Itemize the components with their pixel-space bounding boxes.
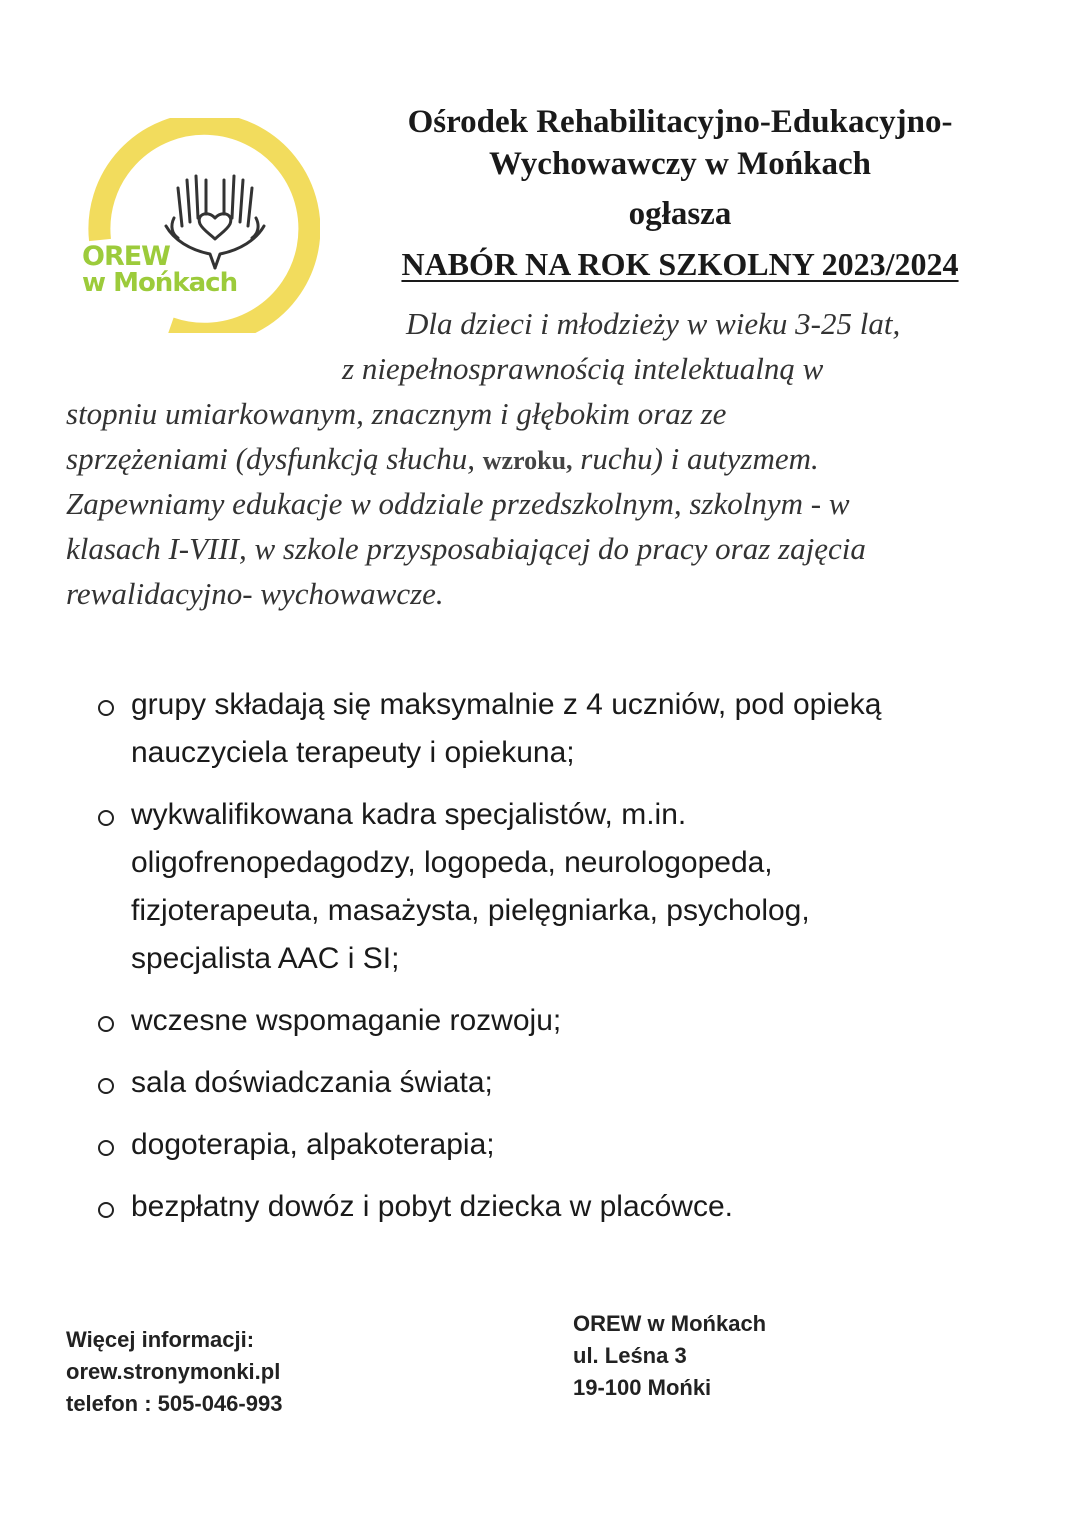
page-title-text: NABÓR NA ROK SZKOLNY 2023/2024 bbox=[401, 246, 959, 282]
bullet-marker bbox=[98, 1078, 114, 1094]
bullet-marker bbox=[98, 1016, 114, 1032]
logo-text-line1: OREW bbox=[82, 241, 170, 272]
intro-line-4-emphasis: wzroku, bbox=[482, 446, 573, 475]
logo-text-line2: w Mońkach bbox=[82, 268, 238, 298]
list-item-line: wykwalifikowana kadra specjalistów, m.in. bbox=[131, 798, 687, 831]
list-item-line: specjalista AAC i SI; bbox=[131, 942, 400, 975]
intro-line-7: rewalidacyjno- wychowawcze. bbox=[66, 576, 444, 611]
intro-line-5: Zapewniamy edukacje w oddziale przedszkolnym, szkolnym - w bbox=[66, 486, 850, 521]
intro-line-4 bbox=[66, 443, 1026, 474]
website-link[interactable]: orew.stronymonki.pl bbox=[66, 1359, 281, 1384]
announces-label: ogłasza bbox=[628, 196, 732, 232]
intro-line-2: z niepełnosprawnością intelektualną w bbox=[342, 351, 824, 386]
phone-number: telefon : 505-046-993 bbox=[66, 1391, 283, 1416]
contact-label: Więcej informacji: bbox=[66, 1327, 255, 1352]
list-item-line: sala doświadczania świata; bbox=[131, 1066, 493, 1099]
bullet-marker bbox=[98, 1140, 114, 1156]
hands-heart-icon bbox=[166, 176, 264, 268]
intro-line-4-a: sprzężeniami (dysfunkcją słuchu, bbox=[66, 441, 483, 476]
address-name: OREW w Mońkach bbox=[573, 1311, 767, 1336]
intro-line-1: Dla dzieci i młodzieży w wieku 3-25 lat, bbox=[406, 306, 901, 341]
list-item-line: wczesne wspomaganie rozwoju; bbox=[131, 1004, 562, 1037]
list-item-line: nauczyciela terapeuty i opiekuna; bbox=[131, 736, 575, 769]
list-item-line: bezpłatny dowóz i pobyt dziecka w placówce. bbox=[131, 1190, 733, 1223]
bullet-marker bbox=[98, 1202, 114, 1218]
bullet-marker bbox=[98, 700, 114, 716]
list-item-line: grupy składają się maksymalnie z 4 uczniów, pod opieką bbox=[131, 688, 882, 721]
bullet-marker bbox=[98, 810, 114, 826]
intro-line-6: klasach I-VIII, w szkole przysposabiającej do pracy oraz zajęcia bbox=[66, 531, 866, 566]
intro-line-4-c: ruchu) i autyzmem. bbox=[572, 441, 819, 476]
list-item-line: fizjoterapeuta, masażysta, pielęgniarka, psycholog, bbox=[131, 894, 810, 927]
institution-name-line1: Ośrodek Rehabilitacyjno-Edukacyjno- bbox=[407, 104, 953, 140]
institution-name-line2: Wychowawczy w Mońkach bbox=[489, 146, 871, 182]
page-title bbox=[330, 248, 1030, 280]
list-item-line: oligofrenopedagodzy, logopeda, neurologopeda, bbox=[131, 846, 773, 879]
address-city: 19-100 Mońki bbox=[573, 1375, 712, 1400]
address-street: ul. Leśna 3 bbox=[573, 1343, 687, 1368]
logo-ring-icon bbox=[70, 118, 320, 333]
orew-logo bbox=[70, 118, 320, 333]
intro-line-3: stopniu umiarkowanym, znacznym i głębokim oraz ze bbox=[66, 396, 727, 431]
list-item-line: dogoterapia, alpakoterapia; bbox=[131, 1128, 495, 1161]
